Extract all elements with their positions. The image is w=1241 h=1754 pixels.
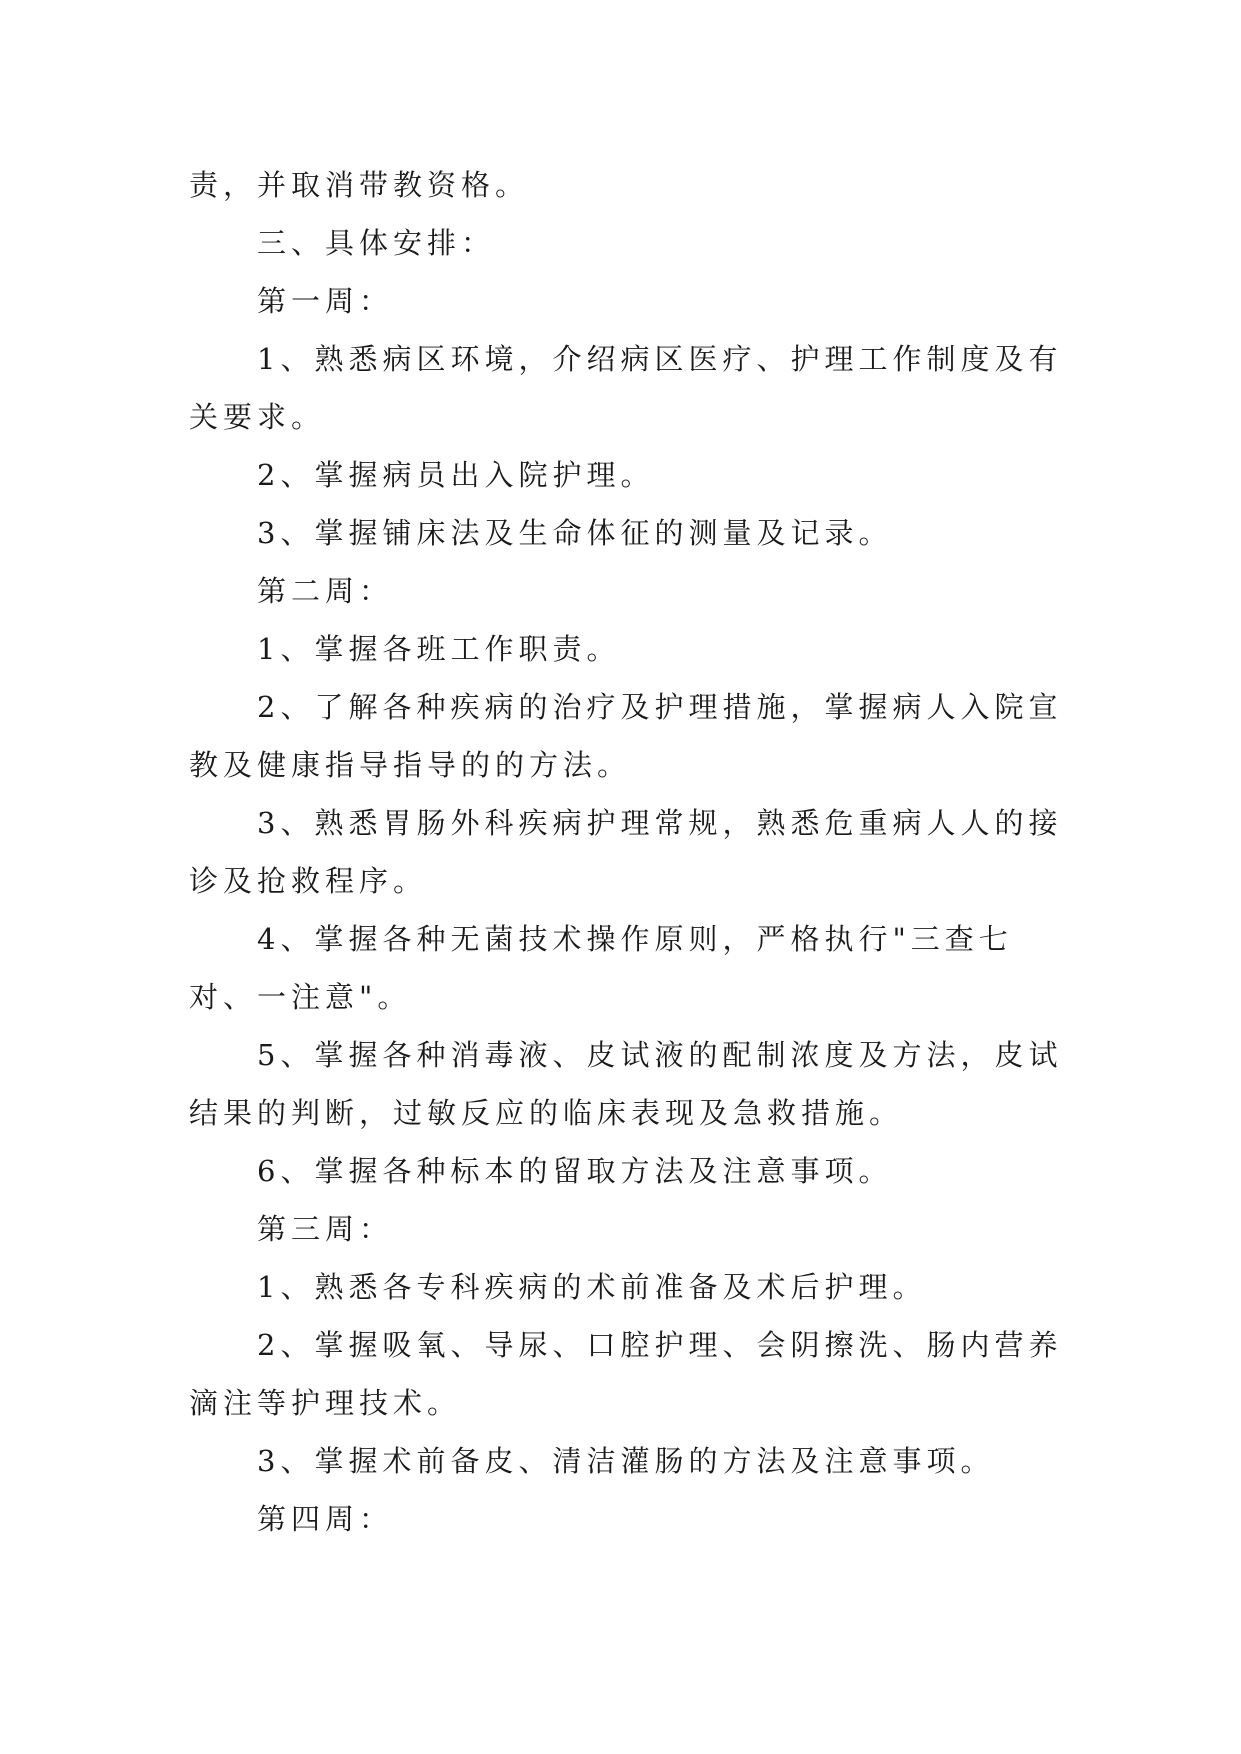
week-heading-2: 第二周： [257, 574, 394, 608]
week-heading-1: 第一周： [257, 284, 394, 318]
list-item: 2、掌握吸氧、导尿、口腔护理、会阴擦洗、肠内营养滴注等护理技术。 [189, 1328, 1063, 1420]
paragraph-continuation: 责，并取消带教资格。 [189, 168, 530, 202]
document-body [189, 156, 1069, 1548]
list-item: 3、掌握术前备皮、清洁灌肠的方法及注意事项。 [257, 1444, 995, 1478]
week-heading-4: 第四周： [257, 1502, 394, 1536]
list-item: 2、了解各种疾病的治疗及护理措施，掌握病人入院宣教及健康指导指导的的方法。 [189, 690, 1063, 782]
list-item: 1、熟悉各专科疾病的术前准备及术后护理。 [257, 1270, 927, 1304]
week-heading-3: 第三周： [257, 1212, 394, 1246]
list-item: 4、掌握各种无菌技术操作原则，严格执行"三查七对、一注意"。 [189, 922, 1013, 1014]
list-item: 3、熟悉胃肠外科疾病护理常规，熟悉危重病人人的接诊及抢救程序。 [189, 806, 1063, 898]
list-item: 6、掌握各种标本的留取方法及注意事项。 [257, 1154, 893, 1188]
list-item: 2、掌握病员出入院护理。 [257, 458, 655, 492]
section-heading-schedule: 三、具体安排： [257, 226, 496, 260]
list-item: 1、熟悉病区环境，介绍病区医疗、护理工作制度及有关要求。 [189, 342, 1063, 434]
list-item: 5、掌握各种消毒液、皮试液的配制浓度及方法，皮试结果的判断，过敏反应的临床表现及急救措施。 [189, 1038, 1063, 1130]
list-item: 3、掌握铺床法及生命体征的测量及记录。 [257, 516, 893, 550]
list-item: 1、掌握各班工作职责。 [257, 632, 621, 666]
